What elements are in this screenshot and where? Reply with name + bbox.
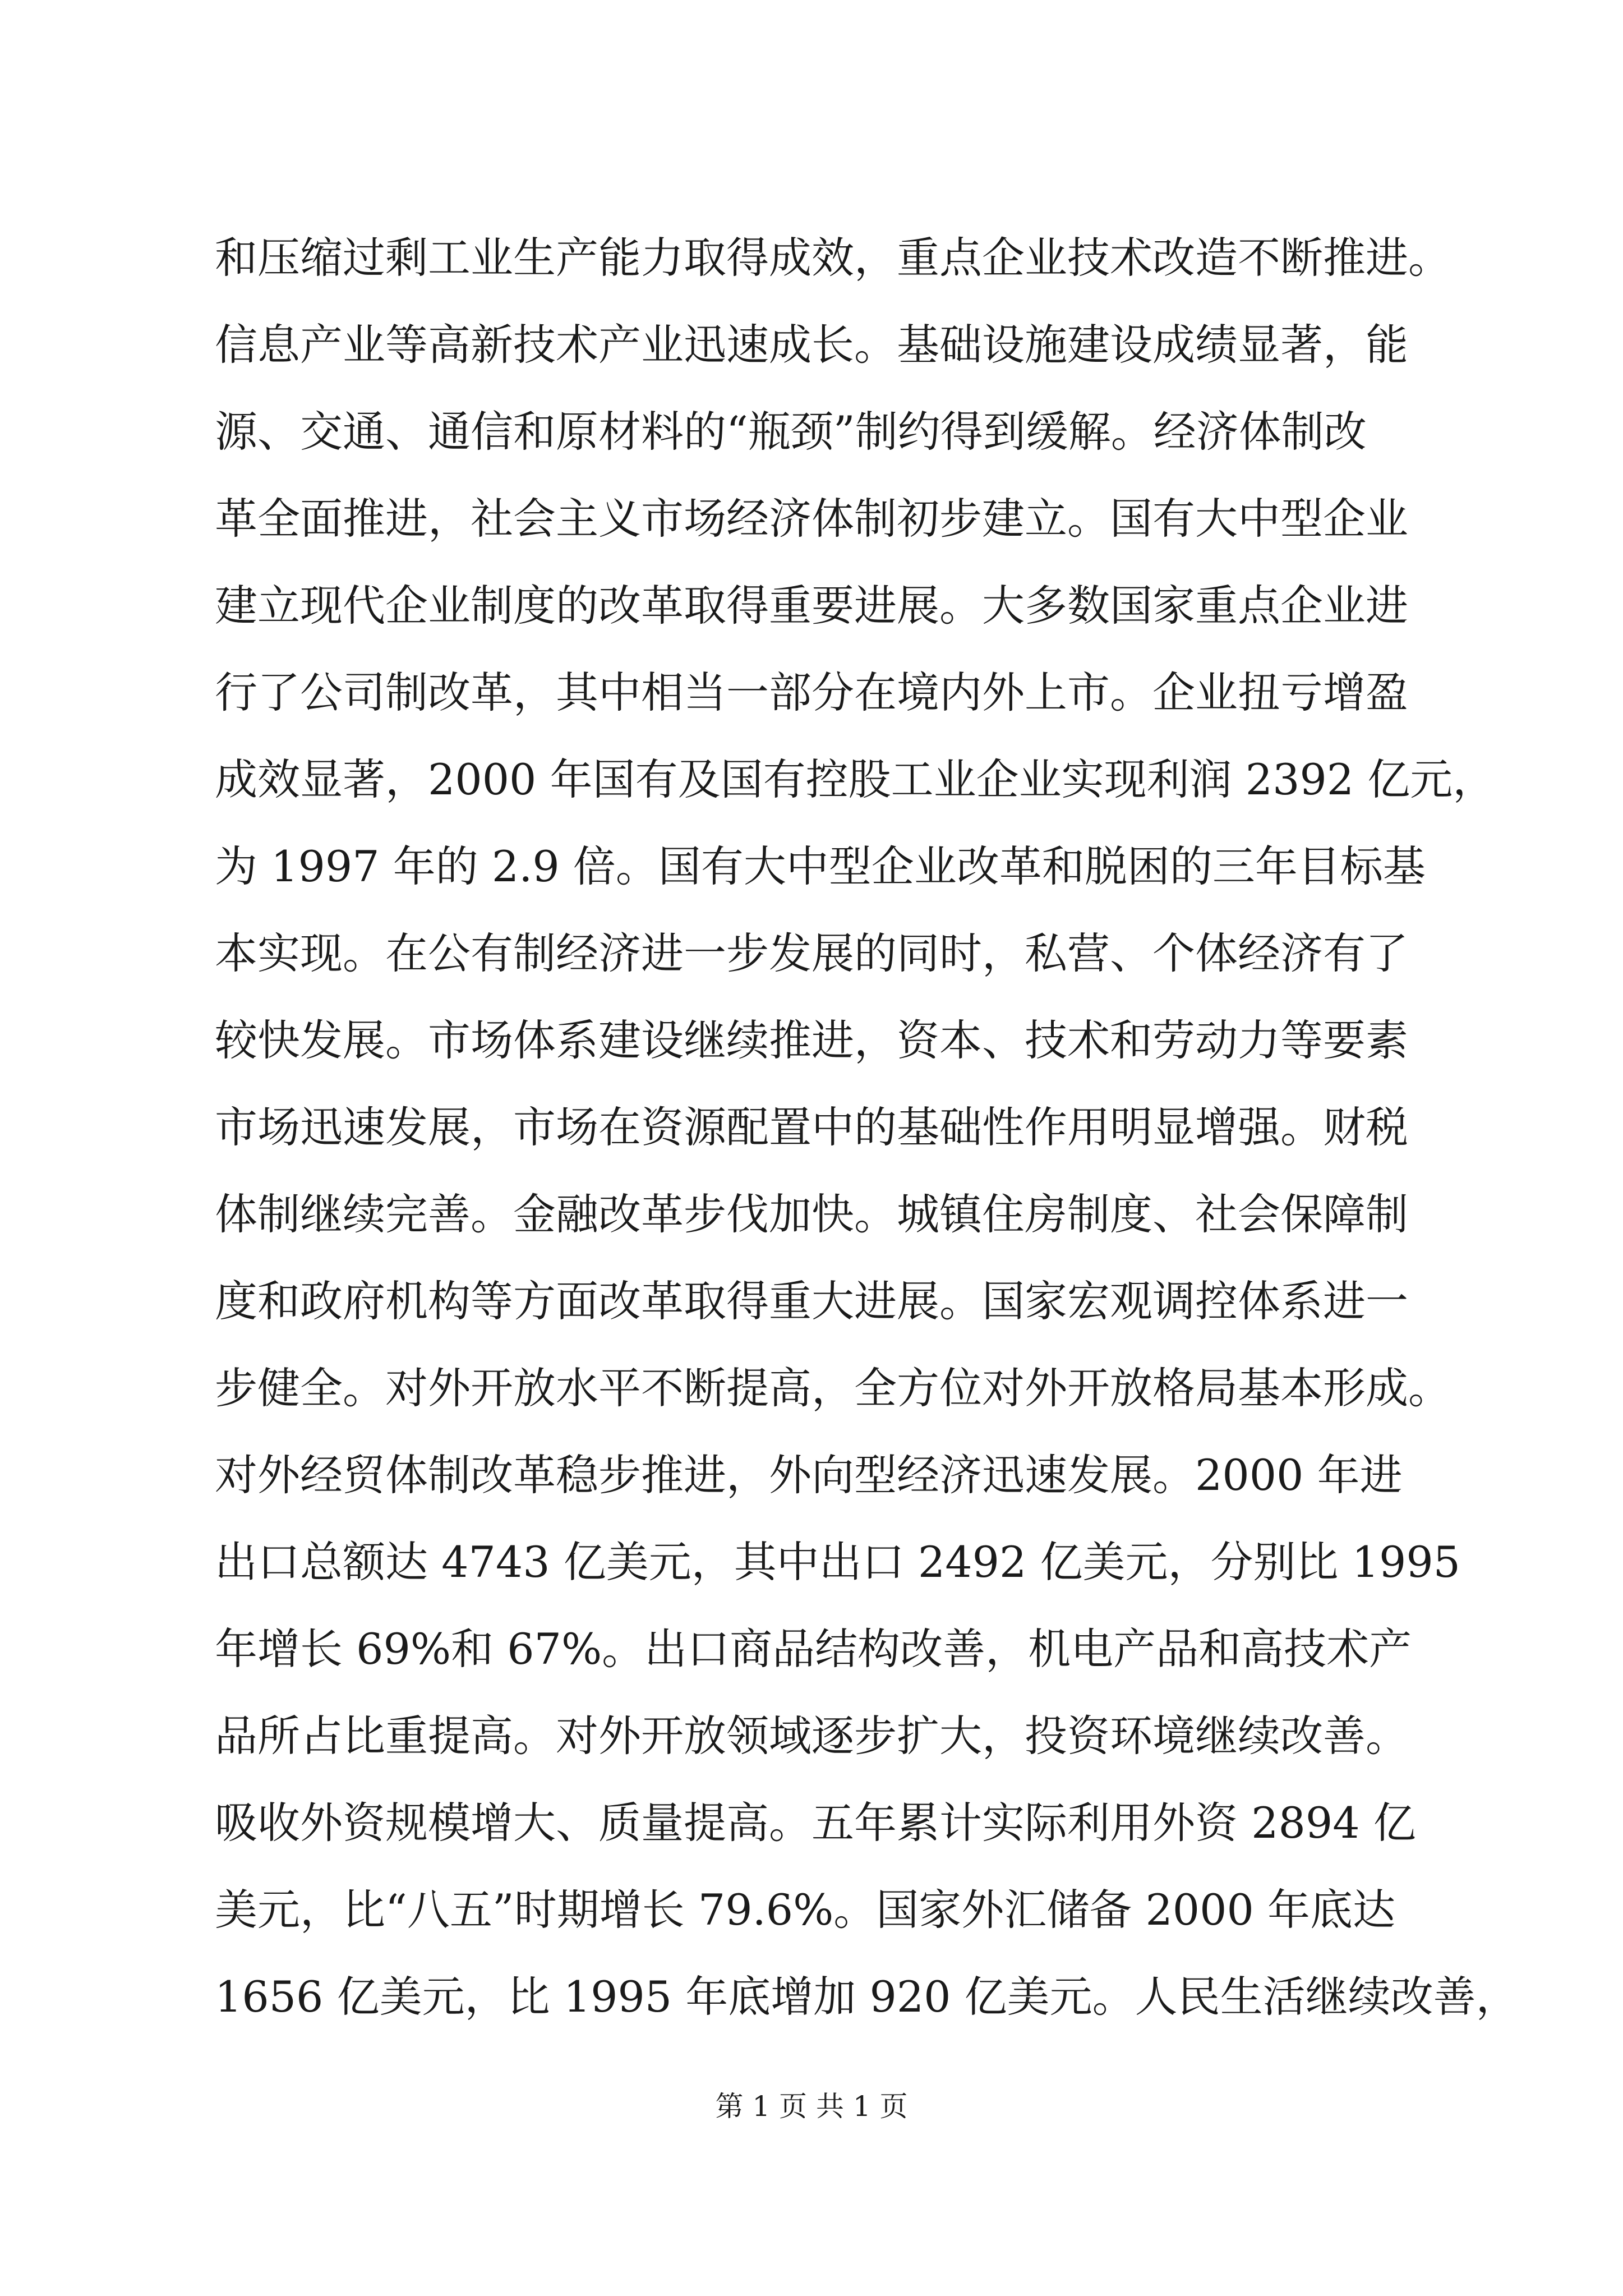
page-number: 第 1 页 共 1 页 bbox=[715, 2090, 908, 2123]
text-line: 成效显著，2000 年国有及国有控股工业企业实现利润 2392 亿元， bbox=[215, 754, 1496, 804]
text-line: 步健全。对外开放水平不断提高，全方位对外开放格局基本形成。 bbox=[215, 1363, 1451, 1413]
text-line: 较快发展。市场体系建设继续推进，资本、技术和劳动力等要素 bbox=[215, 1015, 1408, 1065]
page-footer bbox=[0, 2087, 1623, 2126]
text-line: 年增长 69%和 67%。出口商品结构改善，机电产品和高技术产 bbox=[215, 1624, 1412, 1674]
text-line: 美元，比“八五”时期增长 79.6%。国家外汇储备 2000 年底达 bbox=[215, 1885, 1396, 1935]
text-line: 度和政府机构等方面改革取得重大进展。国家宏观调控体系进一 bbox=[215, 1276, 1408, 1326]
text-line: 为 1997 年的 2.9 倍。国有大中型企业改革和脱困的三年目标基 bbox=[215, 841, 1426, 891]
text-line: 吸收外资规模增大、质量提高。五年累计实际利用外资 2894 亿 bbox=[215, 1798, 1416, 1848]
text-line: 源、交通、通信和原材料的“瓶颈”制约得到缓解。经济体制改 bbox=[215, 407, 1367, 457]
text-line: 行了公司制改革，其中相当一部分在境内外上市。企业扭亏增盈 bbox=[215, 668, 1408, 717]
text-line: 品所占比重提高。对外开放领域逐步扩大，投资环境继续改善。 bbox=[215, 1711, 1408, 1761]
text-line: 1656 亿美元，比 1995 年底增加 920 亿美元。人民生活继续改善， bbox=[215, 1972, 1519, 2022]
text-line: 出口总额达 4743 亿美元，其中出口 2492 亿美元，分别比 1995 bbox=[215, 1537, 1461, 1587]
text-line: 市场迅速发展，市场在资源配置中的基础性作用明显增强。财税 bbox=[215, 1102, 1408, 1152]
text-line: 本实现。在公有制经济进一步发展的同时，私营、个体经济有了 bbox=[215, 928, 1408, 978]
text-line: 体制继续完善。金融改革步伐加快。城镇住房制度、社会保障制 bbox=[215, 1189, 1408, 1239]
text-line: 和压缩过剩工业生产能力取得成效，重点企业技术改造不断推进。 bbox=[215, 233, 1451, 283]
text-line: 对外经贸体制改革稳步推进，外向型经济迅速发展。2000 年进 bbox=[215, 1450, 1403, 1500]
text-line: 信息产业等高新技术产业迅速成长。基础设施建设成绩显著，能 bbox=[215, 320, 1408, 370]
text-line: 革全面推进，社会主义市场经济体制初步建立。国有大中型企业 bbox=[215, 494, 1408, 544]
text-line: 建立现代企业制度的改革取得重要进展。大多数国家重点企业进 bbox=[215, 581, 1408, 631]
